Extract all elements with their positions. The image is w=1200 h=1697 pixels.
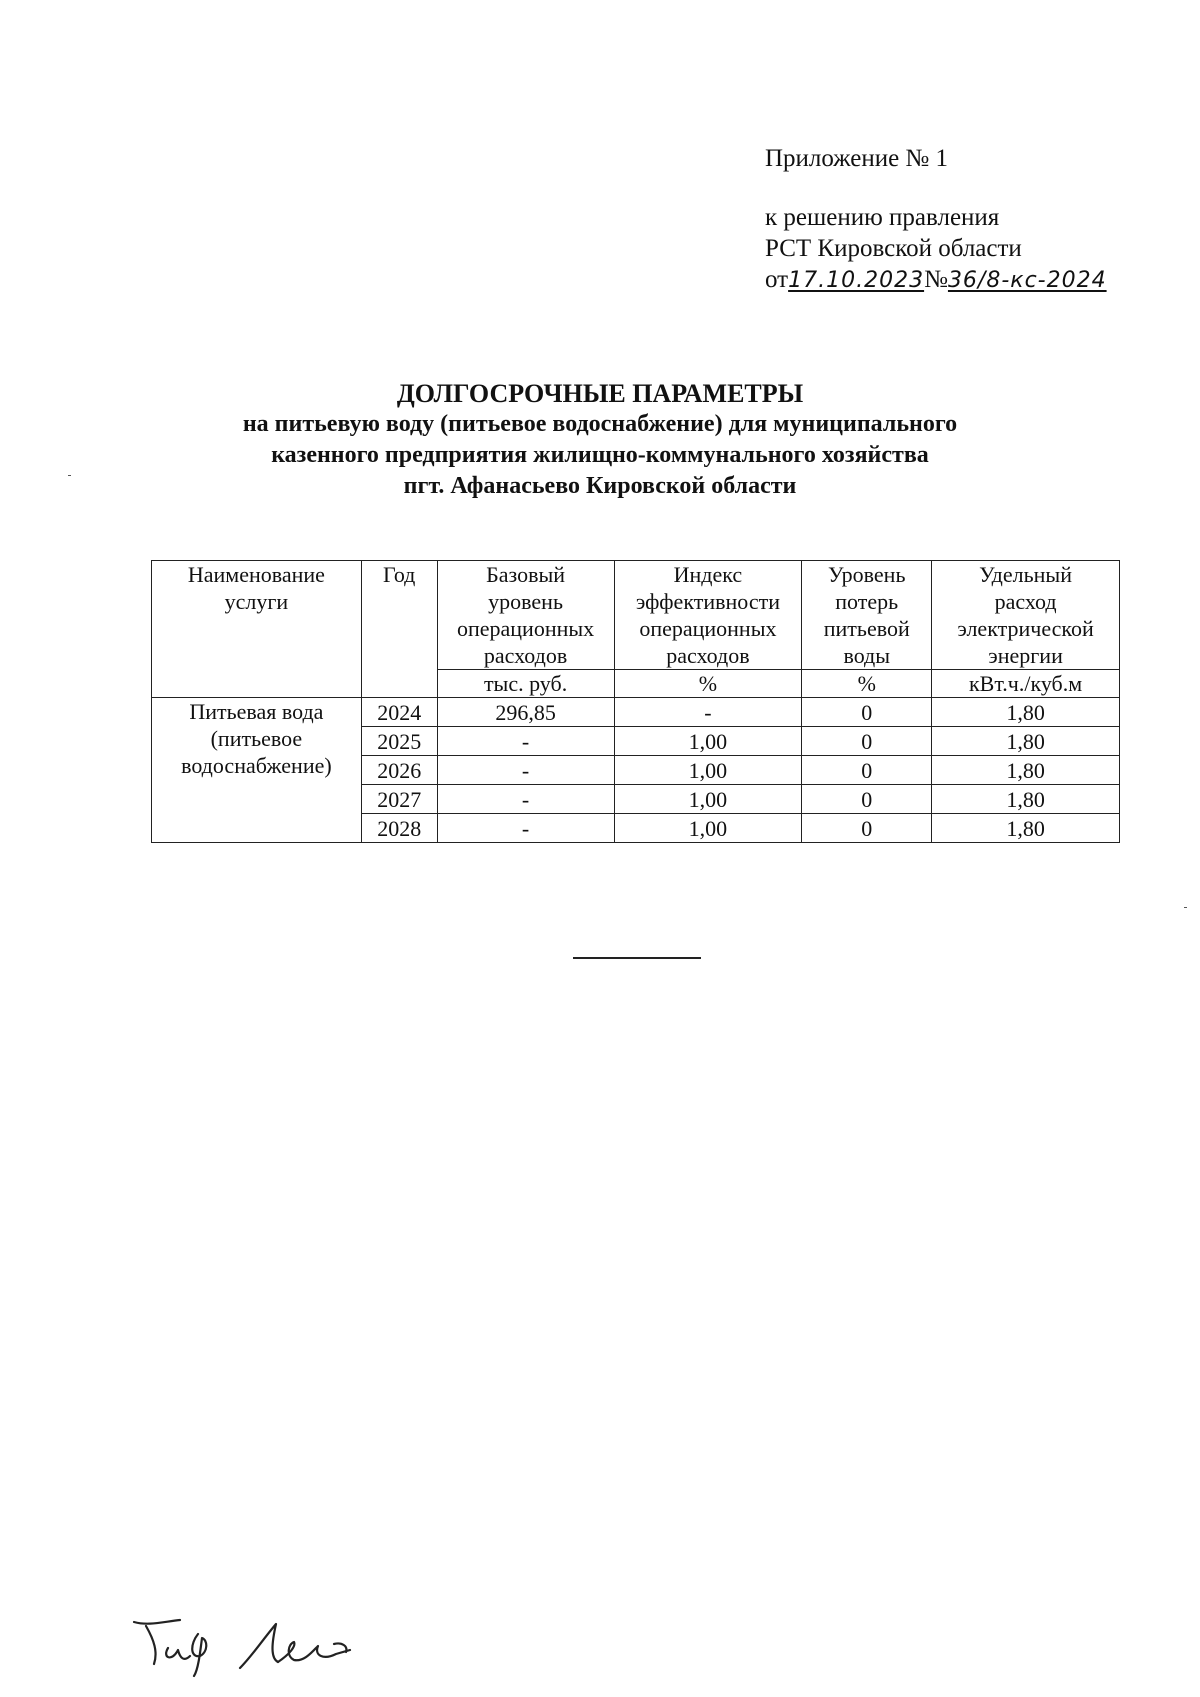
header-energy-consumption: Удельный расход электрической энергии [932,561,1120,670]
handwritten-signature-icon [128,1600,388,1680]
header-efficiency-index: Индекс эффективности операционных расходов [614,561,802,670]
cell-index: - [614,698,802,727]
header-year: Год [361,561,437,698]
header-service: Наименование услуги [152,561,362,698]
cell-base: - [437,756,614,785]
header-base-opex: Базовый уровень операционных расходов [437,561,614,670]
scan-speck [1184,907,1187,908]
appendix-number: Приложение № 1 [765,145,949,172]
cell-year: 2027 [361,785,437,814]
decision-line: к решению правления [765,204,1000,231]
end-of-document-rule [573,957,701,959]
date-number-line [765,264,1107,296]
cell-base: - [437,785,614,814]
cell-energy: 1,80 [932,727,1120,756]
cell-year: 2026 [361,756,437,785]
cell-year: 2028 [361,814,437,843]
cell-loss: 0 [802,814,932,843]
cell-energy: 1,80 [932,814,1120,843]
document-title [0,378,1200,502]
cell-index: 1,00 [614,814,802,843]
unit-efficiency-index: % [614,670,802,698]
cell-energy: 1,80 [932,785,1120,814]
table-row [152,698,1120,727]
header-water-loss: Уровень потерь питьевой воды [802,561,932,670]
cell-loss: 0 [802,756,932,785]
cell-index: 1,00 [614,785,802,814]
title-line-4: пгт. Афанасьево Кировской области [403,473,797,499]
title-main: ДОЛГОСРОЧНЫЕ ПАРАМЕТРЫ [396,379,804,408]
cell-energy: 1,80 [932,756,1120,785]
cell-loss: 0 [802,785,932,814]
header-row [152,561,1120,670]
decision-number: 36/8-кс-2024 [947,268,1107,293]
cell-loss: 0 [802,727,932,756]
unit-water-loss: % [802,670,932,698]
number-sign: № [924,266,948,293]
from-prefix: от [765,266,789,293]
decision-date: 17.10.2023 [788,268,925,293]
parameters-table [151,560,1120,843]
cell-energy: 1,80 [932,698,1120,727]
annex-block [765,143,1107,296]
service-name: Питьевая вода (питьевое водоснабжение) [152,698,362,843]
unit-base-opex: тыс. руб. [437,670,614,698]
cell-loss: 0 [802,698,932,727]
authority-line: РСТ Кировской области [765,235,1022,262]
cell-index: 1,00 [614,756,802,785]
title-line-2: на питьевую воду (питьевое водоснабжение) для муниципального [242,411,958,437]
cell-base: - [437,814,614,843]
cell-index: 1,00 [614,727,802,756]
scan-speck [68,475,71,476]
cell-base: - [437,727,614,756]
cell-base: 296,85 [437,698,614,727]
title-line-3: казенного предприятия жилищно-коммунального хозяйства [271,442,929,468]
cell-year: 2025 [361,727,437,756]
unit-energy: кВт.ч./куб.м [932,670,1120,698]
cell-year: 2024 [361,698,437,727]
